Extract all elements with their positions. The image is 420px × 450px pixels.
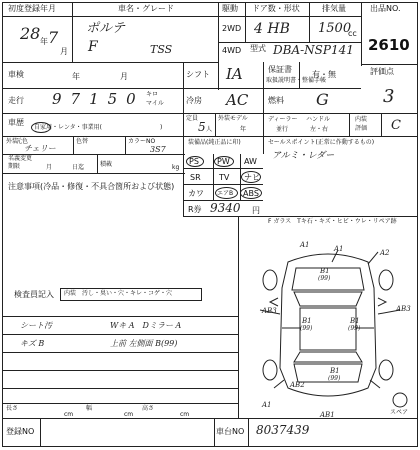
diag-b1-left-sub: (99) <box>300 325 313 332</box>
exhibit-no-label: 出品NO. <box>370 4 401 13</box>
diag-a2: A2 <box>380 249 390 257</box>
diag-b1-left: B1 <box>302 317 312 325</box>
usage-private-circle <box>31 122 51 133</box>
color-no-label: カラーNO <box>128 138 156 145</box>
color-change-label: 色替 <box>76 138 89 145</box>
equip-pw-circle <box>214 156 234 167</box>
mileage-unit-mile: マイル <box>146 100 164 107</box>
warranty-label: 保証書 <box>268 65 292 74</box>
mileage-label: 走行 <box>8 96 24 105</box>
height-unit: cm <box>180 411 190 418</box>
score-value: 3 <box>383 86 395 107</box>
inspection-month-unit: 月 <box>120 72 128 81</box>
diag-a1-top: A1 <box>334 245 344 253</box>
fuel-label: 燃料 <box>268 96 284 105</box>
ac-value: AC <box>226 91 249 109</box>
first-reg-year: 28 <box>20 24 41 43</box>
warranty-options: 有・無 <box>312 70 336 79</box>
usage-close: ) <box>160 124 163 131</box>
notes-label: 注意事項(冷品・修復・不具合箇所および状態) <box>8 182 175 191</box>
first-reg-year-unit: 年 <box>40 37 48 46</box>
exterior-label: 外装 <box>6 138 19 145</box>
recycle-label: R券 <box>188 205 202 214</box>
model-change-label: 外装モデル <box>218 115 248 122</box>
diag-ab1: AB1 <box>320 411 335 419</box>
diag-b1-right: B1 <box>350 317 360 325</box>
glass-row: F ガラス Tキ石・キズ・ヒビ・ウレ・リペア跡 <box>268 218 397 225</box>
dealer-label: ディーラー <box>268 116 298 123</box>
capacity-value: 5 <box>198 120 206 134</box>
equip-tv: TV <box>219 173 230 182</box>
cc-value: 1500 <box>318 21 352 36</box>
exterior-value: チェリー <box>24 144 56 153</box>
inspector-label: 検査員記入 <box>14 290 54 299</box>
equip-aw: AW <box>244 157 257 166</box>
reg-no-label: 登録NO <box>6 427 35 436</box>
inspection-label: 車検 <box>8 70 24 79</box>
note2-value: 上前 左側面 B(99) <box>110 339 178 348</box>
diag-ab2: AB2 <box>290 381 305 389</box>
score-label: 評価点 <box>370 67 394 76</box>
first-reg-month: 7 <box>48 28 59 47</box>
drive-2wd: 2WD <box>222 24 242 33</box>
diag-a1-left: A1 <box>300 241 310 249</box>
mileage-value: 97150 <box>52 90 145 108</box>
usage-label: 車歴 <box>8 118 24 127</box>
equip-kawa: カワ <box>188 189 204 198</box>
equip-ab: エアB <box>217 190 234 197</box>
equip-ps: PS <box>189 157 199 166</box>
diag-a1-bottom: A1 <box>262 401 272 409</box>
model-change-unit: 年 <box>240 126 247 133</box>
dealer-options: 並行 <box>276 126 289 133</box>
length-label: 長さ <box>6 405 19 412</box>
equip-abs: ABS <box>243 189 259 198</box>
model-label: 型式 <box>250 44 266 53</box>
note1-value: Wキ A Dミラー A <box>110 321 182 330</box>
drive-4wd: 4WD <box>222 46 242 55</box>
name-grade-label: 車名・グレード <box>118 4 174 13</box>
capacity-unit: 人 <box>206 126 213 133</box>
door-shape-label: ドア数・形状 <box>252 4 300 13</box>
inspector-options: 内装 汚し・臭い・穴・キレ・コゲ・穴 <box>64 290 172 297</box>
equip-abs-circle <box>240 187 262 199</box>
capacity-label: 定員 <box>186 115 199 122</box>
length-unit: cm <box>64 411 74 418</box>
first-reg-label: 初度登録年月 <box>8 4 56 13</box>
diag-ab3-right: AB3 <box>396 305 411 313</box>
handle-label: ハンドル <box>306 116 331 123</box>
inspection-year-unit: 年 <box>72 72 80 81</box>
diag-ab3-left: AB3 <box>262 307 277 315</box>
equip-ps-circle <box>186 156 204 167</box>
exhibit-no-value: 2610 <box>368 36 410 54</box>
model-value: DBA-NSP141 <box>273 43 354 57</box>
usage-options: 自家用・レンタ・事業用( <box>34 124 102 131</box>
handle-options: 左・右 <box>310 126 329 133</box>
drive-label: 駆動 <box>222 4 238 13</box>
note1-label: シート汚 <box>20 321 52 330</box>
interior-value: C <box>391 118 401 133</box>
name-change-label2: 期限 <box>8 163 21 170</box>
interior-label: 内装 <box>355 116 368 123</box>
note2-label: キズ B <box>20 339 45 348</box>
chassis-value: 8037439 <box>256 423 310 437</box>
chassis-label: 車台NO <box>216 427 245 436</box>
warranty-sub: 取扱説明書・整備手帳 <box>266 77 327 84</box>
recycle-unit: 円 <box>252 206 260 215</box>
equip-nav: ナビ <box>244 173 260 182</box>
height-label: 高さ <box>142 405 155 412</box>
first-reg-month-unit: 月 <box>60 47 68 56</box>
ac-label: 冷房 <box>186 96 202 105</box>
name-change-label: 名義変更 <box>8 155 33 162</box>
diag-b1-top: B1 <box>320 267 330 275</box>
displacement-label: 排気量 <box>322 4 346 13</box>
car-name-value: ポルテ <box>86 21 126 36</box>
name-change-month: 月 <box>46 164 53 171</box>
equipment-label: 装備品(純正品に印) <box>188 139 241 146</box>
interior-label2: 評価 <box>355 125 368 132</box>
shift-value: IA <box>226 65 243 83</box>
equip-pw: PW <box>217 157 230 166</box>
diag-b1-top-sub: (99) <box>318 275 331 282</box>
equip-sr: SR <box>190 173 201 182</box>
cc-unit: cc <box>348 29 357 38</box>
sales-point-label: セールスポイント(正常に作動するもの) <box>268 139 375 146</box>
diag-b1-right-sub: (99) <box>348 325 361 332</box>
fuel-value: G <box>316 90 329 109</box>
recycle-value: 9340 <box>210 201 241 215</box>
diag-b1-bottom-sub: (99) <box>328 375 341 382</box>
equip-nav-circle <box>241 171 261 183</box>
width-label: 幅 <box>86 405 93 412</box>
doors-value: 4 HB <box>254 21 290 37</box>
volume-unit: kg <box>172 164 180 171</box>
width-unit: cm <box>124 411 134 418</box>
diag-b1-bottom: B1 <box>330 367 340 375</box>
sales-point-value: アルミ・レダー <box>272 151 335 161</box>
volume-label: 積載 <box>100 161 113 168</box>
grade-suffix: TSS <box>150 43 173 56</box>
shift-label: シフト <box>186 70 210 79</box>
color-no-value: 3S7 <box>150 145 166 154</box>
equip-ab-circle <box>215 187 238 199</box>
spare-label: スペア <box>390 409 409 416</box>
mileage-unit-km: キロ <box>146 91 159 98</box>
name-change-day: 日迄 <box>72 164 85 171</box>
grade-value: F <box>88 39 98 55</box>
exterior-sub: 元色 <box>16 138 29 145</box>
